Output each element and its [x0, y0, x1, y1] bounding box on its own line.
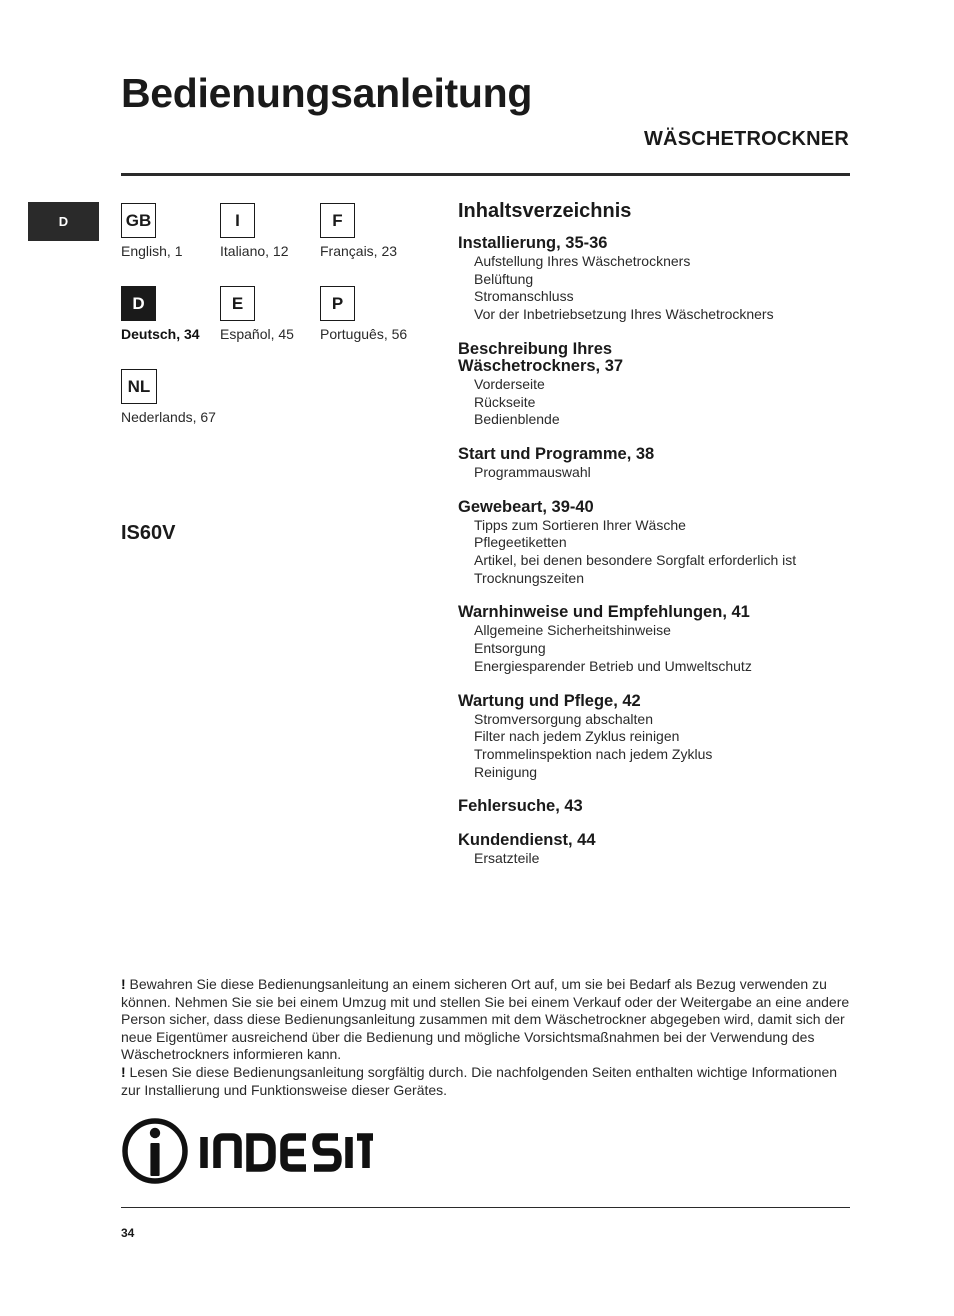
language-item-e[interactable] — [220, 286, 330, 342]
toc-item[interactable]: Rückseite — [474, 393, 536, 410]
language-label: Português, 56 — [320, 326, 408, 342]
toc-item[interactable]: Vor der Inbetriebsetzung Ihres Wäschetrockners — [474, 306, 774, 323]
toc-item[interactable]: Ersatzteile — [474, 850, 540, 867]
toc-section-wartung — [458, 693, 850, 782]
toc-item[interactable]: Allgemeine Sicherheitshinweise — [474, 622, 671, 639]
language-label: Español, 45 — [220, 326, 294, 342]
language-item-p[interactable] — [320, 286, 430, 342]
language-item-d[interactable] — [121, 286, 231, 342]
toc-item[interactable]: Belüftung — [474, 270, 534, 287]
language-item-nl[interactable] — [121, 369, 231, 425]
toc-item[interactable]: Reinigung — [474, 763, 538, 780]
language-code-box-active[interactable]: D — [121, 286, 156, 321]
toc-section-start — [458, 446, 850, 482]
toc-section-kundendienst — [458, 832, 850, 868]
table-of-contents — [458, 200, 850, 885]
toc-item[interactable]: Trocknungszeiten — [474, 569, 584, 586]
note-text: Lesen Sie diese Bedienungsanleitung sorgfältig durch. Die nachfolgenden Seiten enthalten wichtige Informationen zur Installierung und Funktionsweise dieser Gerätes. — [121, 1063, 838, 1098]
top-divider — [121, 173, 850, 176]
language-item-i[interactable] — [220, 203, 330, 259]
language-label: Italiano, 12 — [220, 243, 289, 259]
toc-section-warnhinweise — [458, 604, 850, 675]
language-item-f[interactable] — [320, 203, 430, 259]
language-code-box[interactable]: I — [220, 203, 255, 238]
indesit-logo — [121, 1116, 373, 1193]
language-side-tab: D — [28, 202, 99, 241]
page-number: 34 — [121, 1226, 135, 1240]
language-label: Français, 23 — [320, 243, 398, 259]
language-item-gb[interactable] — [121, 203, 231, 259]
toc-heading[interactable]: Fehlersuche, 43 — [458, 797, 583, 816]
toc-item[interactable]: Artikel, bei denen besondere Sorgfalt erforderlich ist — [474, 552, 797, 569]
toc-item[interactable]: Stromversorgung abschalten — [474, 710, 653, 727]
product-type-heading: WÄSCHETROCKNER — [643, 128, 849, 150]
toc-section-gewebeart — [458, 499, 850, 588]
toc-item[interactable]: Entsorgung — [474, 640, 546, 657]
toc-title: Inhaltsverzeichnis — [458, 200, 632, 222]
model-number: IS60V — [121, 522, 176, 544]
toc-item[interactable]: Filter nach jedem Zyklus reinigen — [474, 728, 680, 745]
toc-item[interactable]: Energiesparender Betrieb und Umweltschutz — [474, 657, 752, 674]
toc-section-beschreibung — [458, 341, 850, 429]
toc-heading[interactable]: Gewebeart, 39-40 — [458, 497, 594, 516]
language-label: Nederlands, 67 — [121, 409, 216, 425]
toc-heading[interactable]: Wartung und Pflege, 42 — [458, 691, 641, 710]
warning-mark: ! — [121, 1063, 126, 1080]
toc-heading-line2[interactable]: Wäschetrockners, 37 — [458, 356, 624, 375]
toc-section-installierung — [458, 235, 850, 324]
language-code-box[interactable]: F — [320, 203, 355, 238]
toc-item[interactable]: Programmauswahl — [474, 463, 591, 480]
safety-notes — [121, 976, 853, 1099]
language-code-box[interactable]: GB — [121, 203, 156, 238]
toc-heading[interactable]: Beschreibung Ihres — [458, 339, 613, 358]
note-paragraph — [121, 1064, 853, 1099]
bottom-divider — [121, 1207, 850, 1208]
toc-item[interactable]: Pflegeetiketten — [474, 534, 567, 551]
toc-item[interactable]: Stromanschluss — [474, 288, 574, 305]
language-code-box[interactable]: NL — [121, 369, 157, 404]
language-code-box[interactable]: P — [320, 286, 355, 321]
toc-item[interactable]: Trommelinspektion nach jedem Zyklus — [474, 745, 713, 762]
toc-item[interactable]: Vorderseite — [474, 375, 545, 392]
toc-heading[interactable]: Kundendienst, 44 — [458, 831, 596, 850]
language-label: English, 1 — [121, 243, 183, 259]
toc-heading[interactable]: Start und Programme, 38 — [458, 444, 655, 463]
toc-heading[interactable]: Warnhinweise und Empfehlungen, 41 — [458, 603, 750, 622]
toc-section-fehlersuche — [458, 798, 850, 815]
note-paragraph — [121, 976, 853, 1064]
toc-item[interactable]: Bedienblende — [474, 411, 560, 428]
language-code-box[interactable]: E — [220, 286, 255, 321]
toc-item[interactable]: Tipps zum Sortieren Ihrer Wäsche — [474, 516, 686, 533]
language-label-active: Deutsch, 34 — [121, 326, 200, 342]
page-title: Bedienungsanleitung — [121, 70, 533, 116]
toc-heading[interactable]: Installierung, 35-36 — [458, 234, 608, 252]
toc-item[interactable]: Aufstellung Ihres Wäschetrockners — [474, 253, 691, 269]
warning-mark: ! — [121, 976, 126, 992]
note-text: Bewahren Sie diese Bedienungsanleitung an einem sicheren Ort auf, um sie bei Bedarf als Bezug verwenden zu können. Nehmen Sie sie bei einem Umzug mit und stellen Sie bei einem Verkauf oder der Weitergabe an eine andere Person sicher, dass diese Bedienungsanleitung zusammen mit dem Wäschetrockner abgegeben wird, damit sich der neue Eigentümer ausreichend über die Bedienung und mögliche Vorsichtsmaßnahmen bei der Verwendung des Wäschetrockners informieren kann. — [121, 976, 850, 1063]
indesit-i-logo-icon — [121, 1116, 373, 1188]
